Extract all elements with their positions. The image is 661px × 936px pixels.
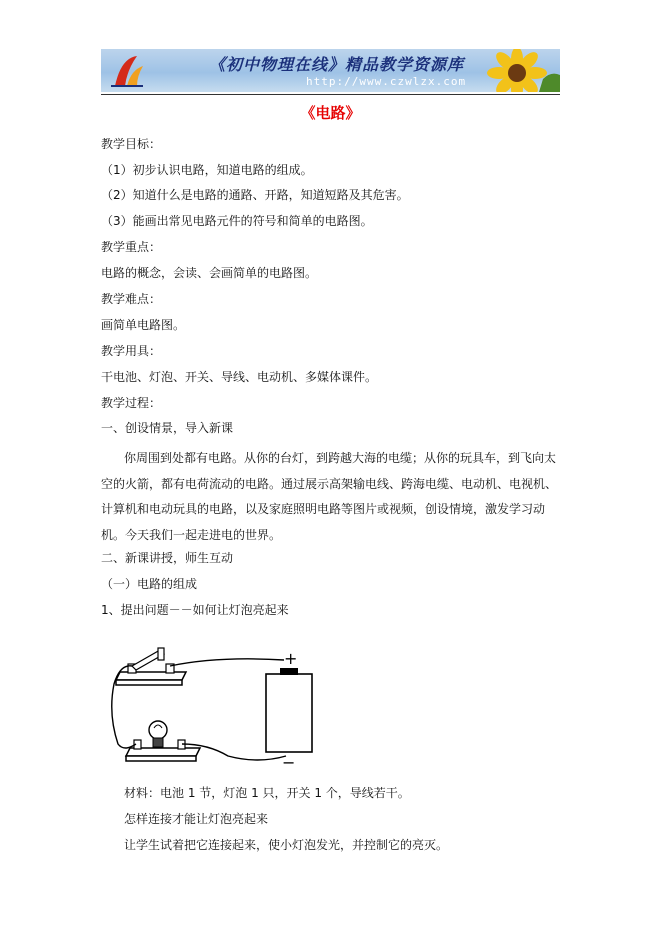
objectives-heading: 教学目标：: [101, 137, 162, 151]
tools-heading: 教学用具：: [101, 344, 162, 358]
battery-minus-label: −: [282, 753, 296, 772]
key-points-heading: 教学重点：: [101, 240, 162, 254]
site-url[interactable]: http://www.czwlzx.com: [306, 75, 467, 88]
student-task-text: 让学生试着把它连接起来，使小灯泡发光，并控制它的亮灭。: [124, 838, 449, 852]
question-1: 1、提出问题－－如何让灯泡亮起来: [101, 603, 289, 617]
site-logo-icon: [107, 52, 147, 90]
tools: 干电池、灯泡、开关、导线、电动机、多媒体课件。: [101, 370, 378, 384]
section-2-heading: 二、新课讲授，师生互动: [101, 551, 234, 565]
battery-icon: [266, 649, 312, 772]
header-rule: [101, 94, 560, 95]
header-banner: [101, 49, 560, 92]
objective-2: （2）知道什么是电路的通路、开路，知道短路及其危害。: [101, 188, 409, 202]
difficulties-heading: 教学难点：: [101, 292, 162, 306]
document-title: 《电路》: [300, 104, 361, 122]
battery-plus-label: +: [284, 649, 298, 668]
difficulties: 画简单电路图。: [101, 318, 186, 332]
circuit-figure: [108, 644, 328, 774]
key-points: 电路的概念，会读、会画简单的电路图。: [101, 266, 318, 280]
materials-text: 材料：电池 1 节，灯泡 1 只，开关 1 个，导线若干。: [124, 786, 410, 800]
site-title: 《初中物理在线》精品教学资源库: [209, 55, 465, 74]
sunflower-icon: [477, 49, 560, 92]
subsection-1-heading: （一）电路的组成: [101, 577, 198, 591]
intro-paragraph: 你周围到处都有电路。从你的台灯，到跨越大海的电缆；从你的玩具车，到飞向太空的火箭，都有电荷流动的电路。通过展示高架输电线、跨海电缆、电动机、电视机、计算机和电动玩具的电路，以及家庭照明电路等图片或视频，创设情境，激发学习动机。今天我们一起走进电的世界。: [101, 451, 558, 542]
section-1-heading: 一、创设情景，导入新课: [101, 421, 234, 435]
how-connect-text: 怎样连接才能让灯泡亮起来: [124, 812, 269, 826]
lamp-icon: [126, 721, 200, 761]
objective-1: （1）初步认识电路，知道电路的组成。: [101, 163, 313, 177]
objective-3: （3）能画出常见电路元件的符号和简单的电路图。: [101, 214, 373, 228]
process-heading: 教学过程：: [101, 396, 162, 410]
